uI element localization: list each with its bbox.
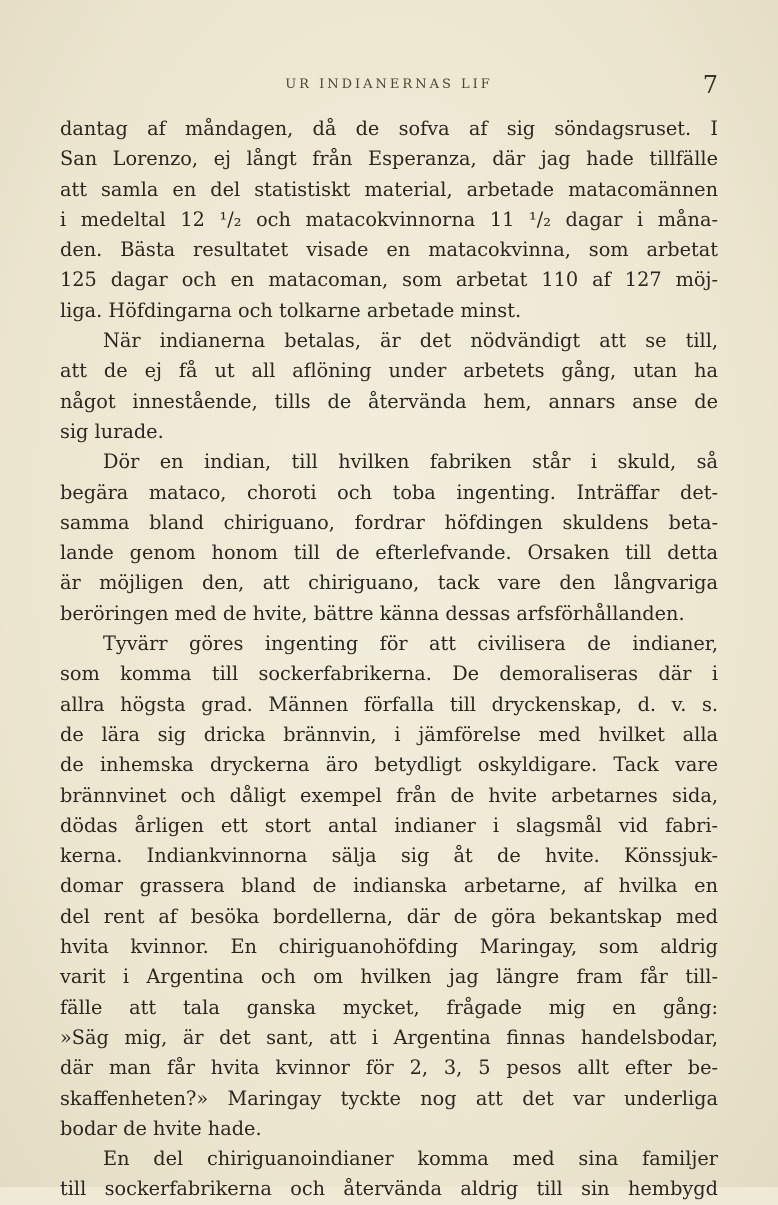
text-line: lande genom honom till de efterlefvande. Orsaken till detta bbox=[60, 541, 718, 565]
text-line: den. Bästa resultatet visade en matacokvinna, som arbetat bbox=[60, 238, 718, 262]
text-line: kerna. Indiankvinnorna sälja sig åt de hvite. Könssjuk- bbox=[60, 844, 718, 868]
text-line: samma bland chiriguano, fordrar höfdingen skuldens beta- bbox=[60, 510, 718, 534]
text-line: dödas årligen ett stort antal indianer i slagsmål vid fabri- bbox=[60, 813, 718, 837]
text-line: som komma till sockerfabrikerna. De demoraliseras där i bbox=[60, 662, 718, 686]
text-line: något innestående, tills de återvända hem, annars anse de bbox=[60, 389, 718, 413]
page-number: 7 bbox=[702, 71, 718, 99]
text-line: brännvinet och dåligt exempel från de hvite arbetarnes sida, bbox=[60, 783, 718, 807]
text-line: bodar de hvite hade. bbox=[60, 1116, 262, 1140]
page-header bbox=[60, 71, 718, 105]
text-line: liga. Höfdingarna och tolkarne arbetade minst. bbox=[60, 298, 522, 322]
text-line: att samla en del statistiskt material, arbetade matacomännen bbox=[60, 177, 718, 201]
text-line: begära mataco, choroti och toba ingenting. Inträffar det- bbox=[60, 480, 718, 504]
text-line: 125 dagar och en matacoman, som arbetat 110 af 127 möj- bbox=[60, 268, 718, 292]
text-line: de lära sig dricka brännvin, i jämförelse med hvilket alla bbox=[60, 722, 718, 746]
text-line: skaffenheten?» Maringay tyckte nog att det var underliga bbox=[60, 1086, 718, 1110]
text-line: de inhemska dryckerna äro betydligt oskyldigare. Tack vare bbox=[60, 753, 718, 777]
text-line: Tyvärr göres ingenting för att civilisera de indianer, bbox=[103, 632, 718, 656]
text-line: San Lorenzo, ej långt från Esperanza, där jag hade tillfälle bbox=[60, 147, 718, 171]
text-line: beröringen med de hvite, bättre känna dessas arfsförhållanden. bbox=[60, 601, 685, 625]
text-line: allra högsta grad. Männen förfalla till dryckenskap, d. v. s. bbox=[60, 692, 718, 716]
text-line: varit i Argentina och om hvilken jag längre fram får till- bbox=[60, 965, 718, 989]
text-line: »Säg mig, är det sant, att i Argentina finnas handelsbodar, bbox=[60, 1025, 718, 1049]
text-line: är möjligen den, att chiriguano, tack vare den långvariga bbox=[60, 571, 718, 595]
body-text bbox=[60, 114, 718, 1205]
running-head: UR INDIANERNAS LIF bbox=[285, 77, 493, 92]
text-line: fälle att tala ganska mycket, frågade mig en gång: bbox=[60, 995, 718, 1019]
text-line: att de ej få ut all aflöning under arbetets gång, utan ha bbox=[60, 359, 718, 383]
text-line: i medeltal 12 ¹/₂ och matacokvinnorna 11 ¹/₂ dagar i måna- bbox=[60, 207, 718, 231]
text-line: När indianerna betalas, är det nödvändigt att se till, bbox=[103, 329, 718, 353]
text-line: dantag af måndagen, då de sofva af sig söndagsruset. I bbox=[60, 117, 718, 140]
text-line: till sockerfabrikerna och återvända aldrig till sin hembygd bbox=[60, 1177, 718, 1201]
text-line: sig lurade. bbox=[60, 419, 164, 443]
text-line: En del chiriguanoindianer komma med sina familjer bbox=[103, 1147, 718, 1171]
text-line: där man får hvita kvinnor för 2, 3, 5 pesos allt efter be- bbox=[60, 1056, 718, 1080]
text-line: domar grassera bland de indianska arbetarne, af hvilka en bbox=[60, 874, 718, 898]
text-line: Dör en indian, till hvilken fabriken står i skuld, så bbox=[103, 450, 718, 474]
text-line: hvita kvinnor. En chiriguanohöfding Maringay, som aldrig bbox=[60, 935, 718, 959]
text-line: del rent af besöka bordellerna, där de göra bekantskap med bbox=[60, 904, 718, 928]
